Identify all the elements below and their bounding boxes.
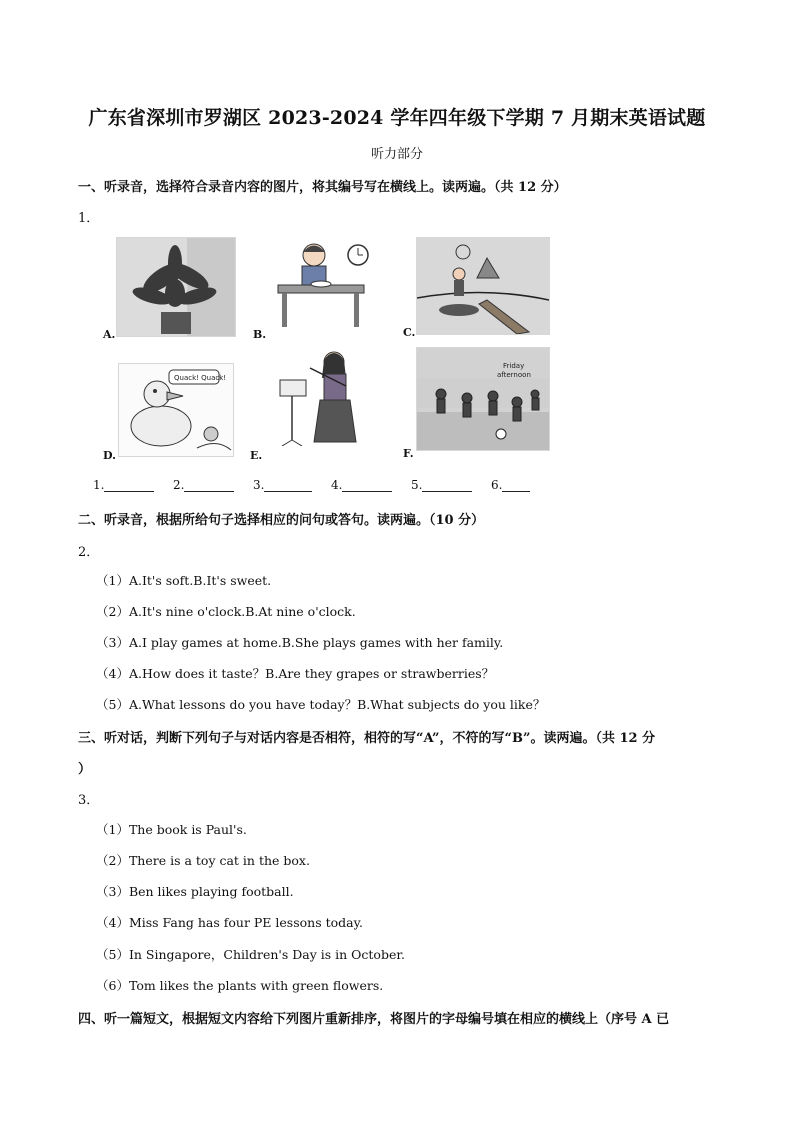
item-number: （1） (96, 822, 129, 837)
question-1-number: 1． (78, 211, 100, 226)
q2-item-2 (96, 602, 356, 620)
item-text: Miss Fang has four PE lessons today. (128, 915, 363, 930)
boy-eating-icon (266, 237, 376, 329)
svg-text:Friday afternoon: Friday afternoon (497, 362, 531, 379)
section-2-heading: 二、听录音，根据所给句子选择相应的问句或答句。读两遍。（10 分） (78, 513, 485, 528)
q2-item-1 (96, 571, 271, 589)
violin-girl-icon (270, 346, 370, 446)
picture-f-letter: F. (403, 447, 414, 460)
answer-blank-2[interactable] (184, 480, 234, 492)
blank-label: 2. (173, 478, 185, 492)
q3-item-3 (96, 882, 294, 900)
q2-item-3 (96, 633, 503, 651)
item-number: （5） (96, 697, 129, 712)
q2-item-5 (96, 695, 545, 713)
item-number: （3） (96, 635, 129, 650)
answer-blank-6[interactable] (502, 480, 530, 492)
question-2-number: 2． (78, 545, 100, 560)
item-text: A.It's nine o'clock.B.At nine o'clock. (128, 604, 356, 619)
duck-bubble-text: Quack! Quack! (174, 374, 227, 382)
football-children-icon (417, 348, 549, 450)
potted-plant-icon (117, 238, 235, 336)
picture-b (266, 237, 376, 329)
picture-c-letter: C. (403, 326, 416, 339)
item-text: A.It's soft.B.It's sweet. (128, 573, 272, 588)
blank-label: 1. (93, 478, 105, 492)
blank-label: 3. (253, 478, 265, 492)
picture-b-letter: B. (253, 328, 267, 341)
item-number: （2） (96, 604, 129, 619)
item-number: （4） (96, 666, 129, 681)
section-1-heading: 一、听录音，选择符合录音内容的图片，将其编号写在横线上。读两遍。（共 12 分） (78, 180, 567, 195)
answer-blank-1[interactable] (104, 480, 154, 492)
picture-f (416, 347, 550, 451)
section-3-heading: 三、听对话，判断下列句子与对话内容是否相符，相符的写“A”，不符的写“B”。读两遍。（共 12 分 (78, 731, 656, 746)
item-text: A.What lessons do you have today？B.What subjects do you like？ (128, 697, 546, 712)
item-text: Ben likes playing football. (128, 884, 294, 899)
picture-e-letter: E. (250, 449, 263, 462)
q2-item-4 (96, 664, 494, 682)
item-text: The book is Paul's. (128, 822, 247, 837)
question-3-number: 3． (78, 793, 100, 808)
answer-blank-5[interactable] (422, 480, 472, 492)
q3-item-1 (96, 820, 247, 838)
q3-item-2 (96, 851, 310, 869)
picture-d (118, 363, 234, 457)
item-number: （3） (96, 884, 129, 899)
blank-label: 6. (491, 478, 503, 492)
answer-blank-3[interactable] (264, 480, 312, 492)
item-number: （4） (96, 915, 129, 930)
item-text: There is a toy cat in the box. (128, 853, 310, 868)
section-3-heading-cont: ） (78, 762, 92, 777)
picture-a (116, 237, 236, 337)
picture-c (416, 237, 550, 335)
answer-blank-4[interactable] (342, 480, 392, 492)
item-number: （5） (96, 947, 129, 962)
page-title: 广东省深圳市罗湖区 2023-2024 学年四年级下学期 7 月期末英语试题 (88, 107, 706, 129)
page-subtitle: 听力部分 (370, 147, 423, 162)
item-number: （2） (96, 853, 129, 868)
item-text: Tom likes the plants with green flowers. (128, 978, 384, 993)
picture-a-letter: A. (103, 328, 116, 341)
blank-label: 4. (331, 478, 343, 492)
item-text: In Singapore，Children's Day is in October. (128, 947, 405, 962)
item-text: A.How does it taste？B.Are they grapes or strawberries？ (128, 666, 495, 681)
answer-blanks (93, 478, 553, 496)
item-text: A.I play games at home.B.She plays games with her family. (128, 635, 504, 650)
section-4-heading: 四、听一篇短文，根据短文内容给下列图片重新排序，将图片的字母编号填在相应的横线上（序号 A 已 (78, 1012, 670, 1027)
q3-item-4 (96, 913, 363, 931)
bridge-scene-icon (417, 238, 549, 334)
picture-d-letter: D. (103, 449, 116, 462)
blank-label: 5. (411, 478, 423, 492)
picture-e (270, 346, 370, 446)
q3-item-5 (96, 945, 405, 963)
item-number: （1） (96, 573, 129, 588)
item-number: （6） (96, 978, 129, 993)
duck-cartoon-icon (119, 364, 233, 456)
q3-item-6 (96, 976, 383, 994)
